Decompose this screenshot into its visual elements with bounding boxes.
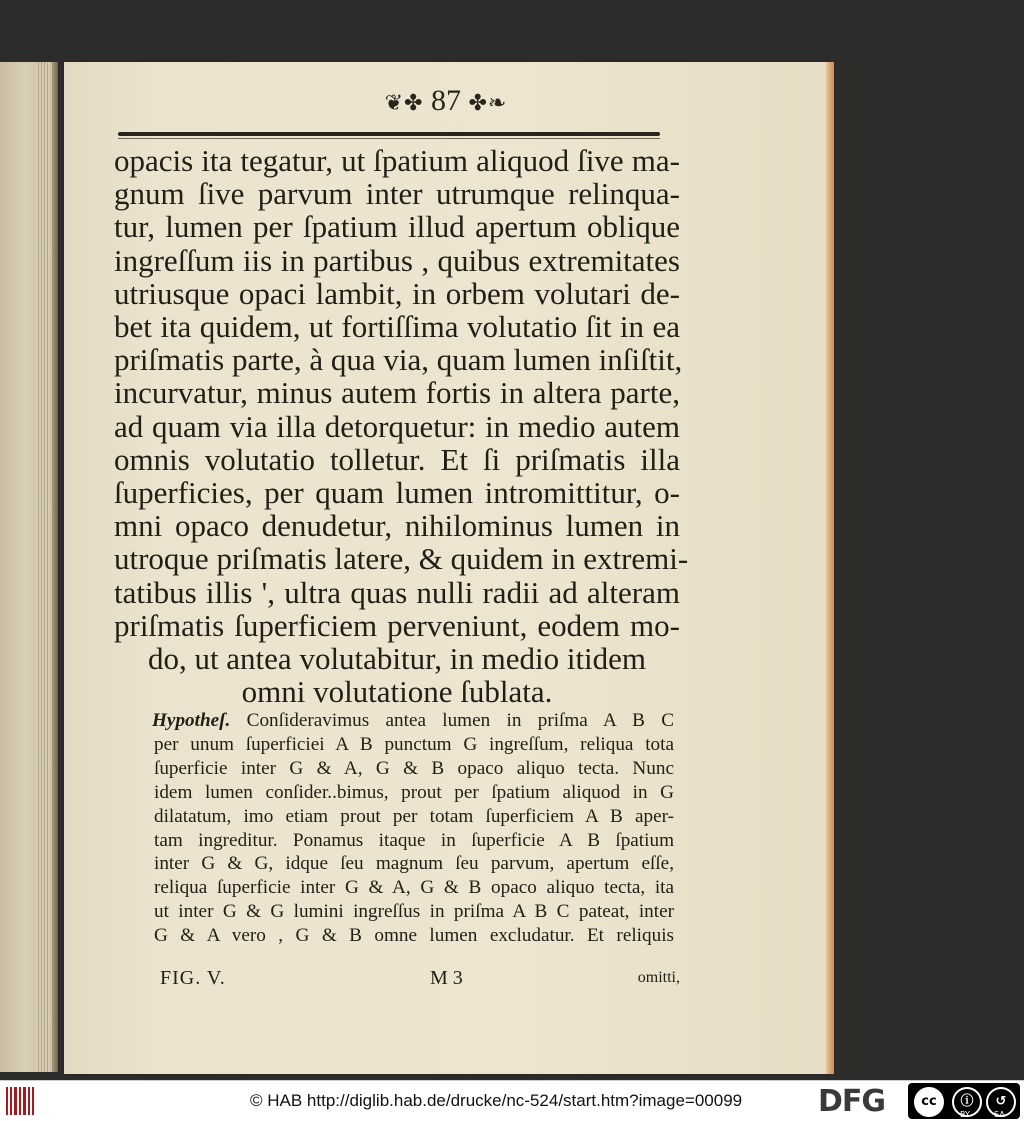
body-line: priſmatis ſuperficiem perveniunt, eodem mo- (114, 607, 680, 643)
copyright-link[interactable]: © HAB http://diglib.hab.de/drucke/nc-524/start.htm?image=00099 (250, 1091, 743, 1110)
body-line: ad quam via illa detorquetur: in medio autem (114, 408, 680, 444)
attribution-icon: ⓘ (952, 1087, 982, 1117)
body-line: incurvatur, minus autem fortis in altera parte, (114, 375, 680, 411)
hypothesis-line: idem lumen conſider..bimus, prout per ſpatium aliquod in G (154, 781, 674, 803)
page-footer (160, 967, 680, 997)
ornament-left-icon: ❦✤ (384, 90, 424, 115)
body-line: gnum ſive parvum inter utrumque relinqua- (114, 176, 680, 212)
body-line: ſuperficies, per quam lumen intromittitur, o- (114, 475, 680, 511)
page-edge (826, 62, 834, 1074)
ornament-right-icon: ✤❧ (468, 90, 508, 115)
hypothesis-line: G & A vero , G & B omne lumen excludatur. Et reliquis (154, 925, 674, 947)
body-line: tur, lumen per ſpatium illud apertum oblique (114, 209, 680, 245)
copyright-banner (0, 1080, 1024, 1121)
body-line: priſmatis parte, à qua via, quam lumen inſiſtit, (114, 342, 683, 378)
header-rule-thin (118, 138, 660, 139)
figure-reference: FIG. V. (160, 967, 226, 989)
page-number: 87 (431, 84, 461, 117)
hypothesis-line (154, 709, 674, 733)
hypothesis-line: ut inter G & G lumini ingreſſus in priſma A B C pateat, inter (154, 901, 674, 923)
catchword: omitti, (637, 969, 680, 986)
cc-icon: cc (912, 1085, 946, 1119)
book-page (64, 62, 828, 1074)
signature-mark: M 3 (430, 967, 463, 989)
hab-logo-icon (6, 1087, 34, 1115)
body-line: bet ita quidem, ut fortiſſima volutatio ſit in ea (114, 309, 680, 345)
share-alike-icon: ↺ (986, 1087, 1016, 1117)
page-stack (36, 62, 50, 1072)
page-header (64, 84, 828, 124)
hypothesis-line: reliqua ſuperficie inter G & A, G & B opaco aliquo tecta, ita (154, 877, 674, 899)
cc-by-label: BY (960, 1110, 970, 1119)
hypothesis-line: per unum ſuperficiei A B punctum G ingreſſum, reliqua tota (154, 733, 674, 755)
cc-license-badge[interactable] (908, 1083, 1020, 1119)
body-line: tatibus illis ', ultra quas nulli radii ad alteram (114, 574, 680, 610)
hypothesis-line: tam ingreditur. Ponamus itaque in ſuperficie A B ſpatium (154, 829, 674, 851)
hypothesis-line: ſuperficie inter G & A, G & B opaco aliquo tecta. Nunc (154, 757, 674, 779)
body-line: opacis ita tegatur, ut ſpatium aliquod ſive ma- (114, 143, 680, 178)
body-line: mni opaco denudetur, nihilominus lumen in (114, 508, 680, 544)
body-line: do, ut antea volutabitur, in medio itidem (147, 641, 647, 677)
body-line: omnis volutatio tolletur. Et ſi priſmatis illa (114, 441, 680, 477)
hypothesis-line-text: Conſideravimus antea lumen in priſma A B C (246, 710, 675, 731)
body-line: utroque priſmatis latere, & quidem in extremi- (114, 541, 689, 577)
hypothesis-line: dilatatum, imo etiam prout per totam ſuperficiem A B aper- (154, 805, 674, 827)
body-line: ingreſſum iis in partibus , quibus extremitates (114, 242, 680, 278)
hypothesis-paragraph (154, 709, 674, 948)
body-line: utriusque opaci lambit, in orbem volutari de- (114, 275, 680, 311)
hypothesis-line: inter G & G, idque ſeu magnum ſeu parvum, apertum eſſe, (154, 853, 674, 875)
hypothesis-lead: Hypotheſ. (152, 710, 231, 731)
dfg-logo: DFG (818, 1084, 886, 1119)
cc-sa-label: SA (994, 1110, 1005, 1119)
main-paragraph (114, 143, 689, 710)
header-rule (118, 132, 660, 136)
body-line: omni volutatione ſublata. (241, 674, 553, 710)
